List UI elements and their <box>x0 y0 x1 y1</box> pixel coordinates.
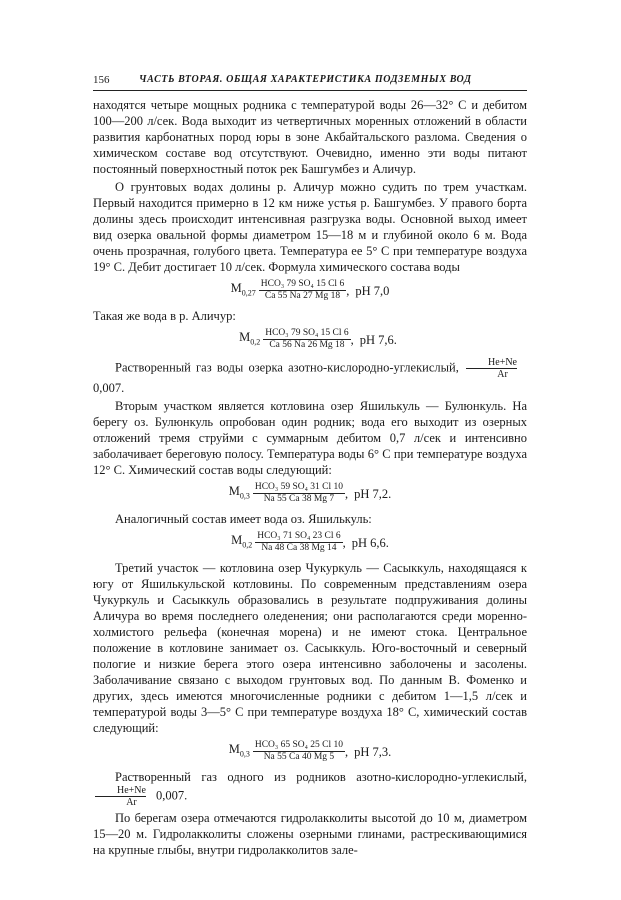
gas-ratio-fraction: $\frac{He+Ne}{Ar}$ <box>466 357 517 380</box>
formula-anions: HCO₃ 79 SO₄ 15 Cl 6 <box>265 328 349 338</box>
formula-anions: HCO₃ 59 SO₄ 31 Cl 10 <box>254 482 344 492</box>
paragraph: Растворенный газ одного из родников азотно-кислородно-углекислый, $\frac{He+Ne}{Ar}$ 0,007. <box>93 769 527 808</box>
gas-ratio-fraction: $\frac{He+Ne}{Ar}$ <box>95 785 146 808</box>
running-header <box>93 73 527 89</box>
chemical-formula: $M_{0,27}$ $\frac{\text{HCO₃ 79 SO₄ 15 Cl 6}}{Ca 55 Na 27 Mg 18}$ , pH 7,0 <box>230 279 390 301</box>
chemical-formula: $M_{0,2}$ $\frac{\text{HCO₃ 79 SO₄ 15 Cl 6}}{Ca 56 Na 26 Mg 18}$ , pH 7,6. <box>239 328 397 350</box>
formula-ph: pH 7,6. <box>359 332 397 347</box>
formula-fraction <box>253 740 345 763</box>
paragraph: По берегам озера отмечаются гидролакколиты высотой до 10 м, диаметром 15—20 м. Гидролакколиты сложены озерными глинами, растрескивающимися на крупные глыбы, внутри гидролакколитов зале- <box>93 811 527 857</box>
paragraph: О грунтовых водах долины р. Аличур можно судить по трем участкам. Первый находится примерно в 12 км ниже устья р. Башгумбез. У правого борта долины здесь происходит интенсивная разгрузка воды. Основной выход имеет вид озерка овальной формы диаметром 15—18 м и глубиной около 6 м. Вода очень прозрачная, голубого цвета. Температура ее 5° С при температуре воздуха 19° С. Дебит достигает 10 л/сек. Формула химического состава воды <box>93 180 527 274</box>
page-number: 156 <box>93 74 110 86</box>
formula-fraction <box>263 328 350 351</box>
chemical-formula: $M_{0,2}$ $\frac{\text{HCO₃ 71 SO₄ 23 Cl 6}}{Na 48 Ca 38 Mg 14}$ , pH 6,6. <box>231 531 389 553</box>
page-body <box>93 97 527 858</box>
running-title: ЧАСТЬ ВТОРАЯ. ОБЩАЯ ХАРАКТЕРИСТИКА ПОДЗЕМНЫХ ВОД <box>139 74 472 85</box>
chemical-formula: $M_{0,3}$ $\frac{\text{HCO₃ 65 SO₄ 25 Cl 10}}{Na 55 Ca 40 Mg 5}$ , pH 7,3. <box>228 740 392 762</box>
formula-ph: pH 7,2. <box>354 486 392 501</box>
formula-ph: pH 7,3. <box>354 744 392 759</box>
formula-cations: Na 55 Ca 38 Mg 7 <box>263 494 335 504</box>
formula-fraction <box>259 279 346 302</box>
formula-anions: HCO₃ 65 SO₄ 25 Cl 10 <box>254 740 344 750</box>
header-rule <box>93 90 527 91</box>
formula-fraction <box>255 531 342 554</box>
formula-cations: Ca 56 Na 26 Mg 18 <box>269 340 345 350</box>
formula-cations: Ca 55 Na 27 Mg 18 <box>264 291 341 301</box>
paragraph: Растворенный газ воды озерка азотно-кислородно-углекислый, $\frac{He+Ne}{Ar}$ 0,007. <box>93 357 517 395</box>
paragraph: Вторым участком является котловина озер Яшилькуль — Булюнкуль. На берегу оз. Булюнкуль опробован один родник; вода его выходит из озерных отложений тремя струйми с суммарным дебитом 0,7 л/сек и интенсивно заболачивает береговую полосу. Температура воды 6° С при температуре воздуха 12° С. Химический состав воды следующий: <box>93 399 527 477</box>
formula-cations: Na 55 Ca 40 Mg 5 <box>263 752 335 762</box>
formula-ph: pH 6,6. <box>351 535 389 550</box>
formula-fraction <box>253 482 345 505</box>
paragraph: находятся четыре мощных родника с температурой воды 26—32° С и дебитом 100—200 л/сек. Вода выходит из четвертичных моренных отложений в области развития карбонатных пород юры в зоне Акбайтальского разлома. Сведения о химическом составе вод отсутствуют. Очевидно, именно эти воды питают постоянный поверхностный поток рек Башгумбез и Аличур. <box>93 98 527 176</box>
formula-anions: HCO₃ 79 SO₄ 15 Cl 6 <box>260 279 345 289</box>
paragraph: Третий участок — котловина озер Чукуркуль — Сасыккуль, находящаяся к югу от Яшилькульской котловины. По современным представлениям озера Чукуркуль и Сасыккуль образовались в результате подпруживания долины Аличура во время последнего оледенения; они располагаются среди моренно-холмистого рельефа (конечная морена) и не имеют стока. Центральное положение в котловине занимает оз. Сасыккуль. Юго-восточный и северный пологие и низкие берега этого озера интенсивно заболочены и засолены. Заболачивание связано с выходом грунтовых вод. По данным В. Фоменко и других, здесь имеются многочисленные родники с дебитом 1—1,5 л/сек и температурой воды 3—5° С при температуре воздуха 18° С, химический состав следующий: <box>93 561 527 735</box>
paragraph: Такая же вода в р. Аличур: <box>93 309 236 323</box>
chemical-formula: $M_{0,3}$ $\frac{\text{HCO₃ 59 SO₄ 31 Cl 10}}{Na 55 Ca 38 Mg 7}$ , pH 7,2. <box>228 482 392 504</box>
formula-anions: HCO₃ 71 SO₄ 23 Cl 6 <box>257 531 341 541</box>
formula-ph: pH 7,0 <box>355 283 390 298</box>
paragraph: Аналогичный состав имеет вода оз. Яшилькуль: <box>115 512 372 526</box>
formula-cations: Na 48 Ca 38 Mg 14 <box>261 543 337 553</box>
